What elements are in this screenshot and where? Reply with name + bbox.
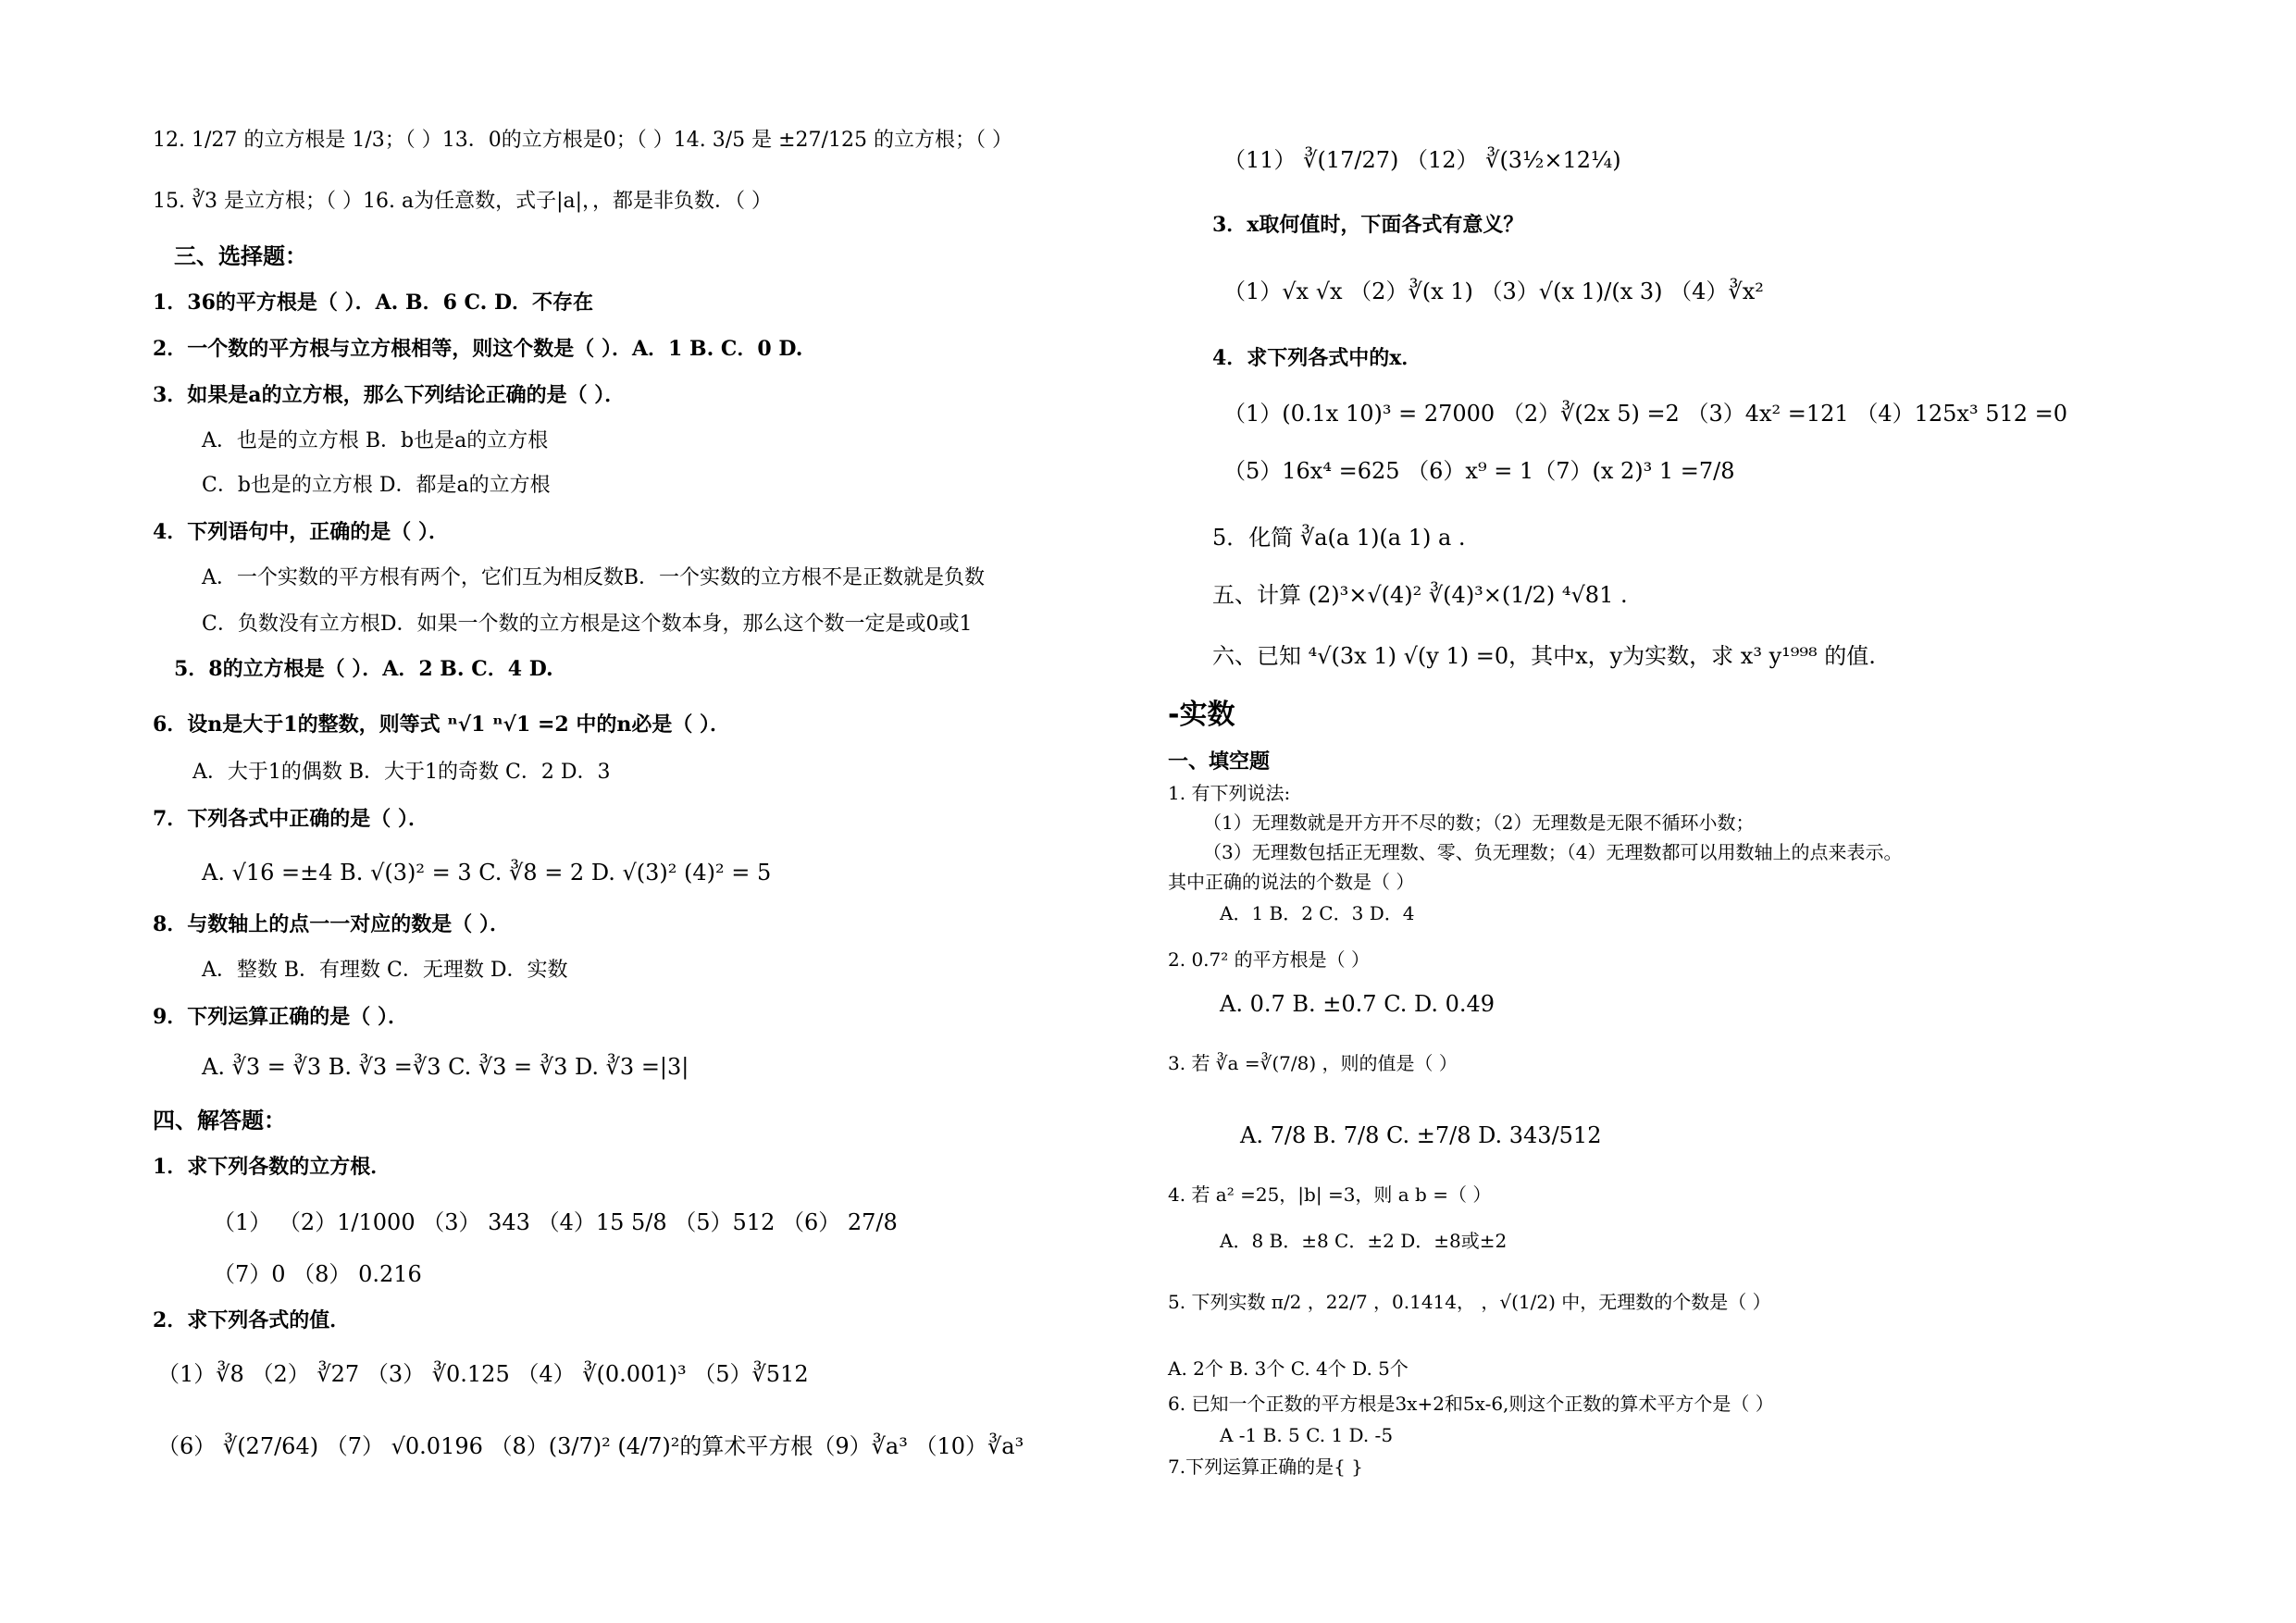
question-15-16: 15. ∛3 是立方根；（ ）16. a为任意数，式子|a|，，都是非负数．（ ） — [153, 190, 773, 213]
fill-q6: 6. 已知一个正数的平方根是3x+2和5x-6,则这个正数的算术平方个是（ ） — [1168, 1393, 1774, 1415]
fill-q3-options: A. 7/8 B. 7/8 C. ±7/8 D. 343/512 — [1240, 1122, 1602, 1148]
fill-q2-options: A. 0.7 B. ±0.7 C. D. 0.49 — [1220, 991, 1496, 1017]
fill-q5: 5. 下列实数 π/2 ，22/7 ，0.1414， ，√(1/2) 中，无理数的个数是（ ） — [1168, 1291, 1771, 1313]
fill-q1: 1. 有下列说法: — [1168, 782, 1291, 804]
question-compute: 五、计算 (2)³×√(4)² ∛(4)³×(1/2) ⁴√81 . — [1212, 582, 1628, 608]
question-3-meaning: 3．x取何值时，下面各式有意义？ — [1212, 213, 1524, 237]
fill-q1-statements-b: （3）无理数包括正无理数、零、负无理数；（4）无理数都可以用数轴上的点来表示。 — [1203, 841, 1903, 863]
choice-q9-options: A. ∛3 = ∛3 B. ∛3 =∛3 C. ∛3 = ∛3 D. ∛3 =|3| — [202, 1054, 689, 1080]
answer-q2-items-a: （1）∛8 （2） ∛27 （3） ∛0.125 （4） ∛(0.001)³ （5）∛512 — [157, 1361, 809, 1387]
choice-q3-options-a: A．也是的立方根 B．b也是a的立方根 — [202, 429, 549, 452]
choice-q7: 7．下列各式中正确的是（ ）． — [153, 807, 428, 831]
question-4-items-a: （1）(0.1x 10)³ = 27000 （2）∛(2x 5) =2 （3）4x² =121 （4）125x³ 512 =0 — [1223, 401, 2068, 427]
choice-q5: 5．8的立方根是（ ）．A．2 B. C．4 D. — [174, 657, 553, 681]
question-12-14: 12. 1/27 的立方根是 1/3；（ ）13．0的立方根是0；（ ）14. 3/5 是 ±27/125 的立方根；（ ） — [153, 129, 1012, 152]
fill-q3: 3. 若 ∛a =∛(7/8) ，则的值是（ ） — [1168, 1052, 1458, 1074]
fill-q1-options: A．1 B．2 C．3 D．4 — [1220, 902, 1415, 924]
fill-q2: 2. 0.7² 的平方根是（ ） — [1168, 948, 1370, 971]
question-4-solve: 4．求下列各式中的x． — [1212, 346, 1422, 370]
choice-q1: 1．36的平方根是（ ）．A. B．6 C. D．不存在 — [153, 291, 594, 315]
choice-q4-options-a: A．一个实数的平方根有两个，它们互为相反数B．一个实数的立方根不是正数就是负数 — [202, 566, 986, 589]
fill-q7: 7.下列运算正确的是{ } — [1168, 1456, 1363, 1478]
section-title-real-numbers: -实数 — [1168, 699, 1235, 731]
choice-q9: 9．下列运算正确的是（ ）． — [153, 1005, 408, 1029]
choice-q3: 3．如果是a的立方根，那么下列结论正确的是（ ）． — [153, 383, 626, 407]
fill-q1-prompt: 其中正确的说法的个数是（ ） — [1168, 871, 1415, 893]
choice-q4: 4．下列语句中，正确的是（ ）． — [153, 520, 449, 544]
fill-q1-statements-a: （1）无理数就是开方开不尽的数；（2）无理数是无限不循环小数； — [1203, 812, 1755, 834]
choice-q8-options: A．整数 B．有理数 C．无理数 D．实数 — [202, 959, 568, 982]
fill-q6-options: A -1 B. 5 C. 1 D. -5 — [1220, 1424, 1394, 1446]
section-4-heading: 四、解答题： — [153, 1107, 286, 1134]
question-3-items: （1）√x √x （2）∛(x 1) （3）√(x 1)/(x 3) （4）∛x² — [1223, 279, 1764, 304]
question-5-simplify: 5．化简 ∛a(a 1)(a 1) a . — [1212, 525, 1466, 551]
answer-q1-items-a: （1） （2）1/1000 （3） 343 （4）15 5/8 （5）512 （6） 27/8 — [213, 1209, 898, 1235]
fill-q4: 4. 若 a² =25，|b| =3，则 a b =（ ） — [1168, 1183, 1492, 1206]
choice-q4-options-b: C．负数没有立方根D．如果一个数的立方根是这个数本身，那么这个数一定是或0或1 — [202, 613, 973, 636]
fill-heading: 一、填空题 — [1168, 750, 1271, 774]
answer-q1: 1．求下列各数的立方根． — [153, 1155, 391, 1179]
choice-q7-options: A. √16 =±4 B. √(3)² = 3 C. ∛8 = 2 D. √(3)² (4)² = 5 — [202, 860, 772, 886]
question-4-items-b: （5）16x⁴ =625 （6）x⁹ = 1（7）(x 2)³ 1 =7/8 — [1223, 458, 1735, 484]
choice-q8: 8．与数轴上的点一一对应的数是（ ）． — [153, 912, 510, 936]
choice-q2: 2．一个数的平方根与立方根相等，则这个数是（ ）．A．1 B. C．0 D. — [153, 337, 803, 361]
section-3-heading: 三、选择题： — [174, 242, 307, 269]
choice-q6: 6．设n是大于1的整数，则等式 ⁿ√1 ⁿ√1 =2 中的n必是（ ）． — [153, 712, 731, 737]
answer-q1-items-b: （7）0 （8） 0.216 — [213, 1261, 422, 1287]
choice-q6-options: A．大于1的偶数 B．大于1的奇数 C．2 D．3 — [192, 761, 611, 784]
answer-q2-items-b: （6） ∛(27/64) （7） √0.0196 （8）(3/7)² (4/7)²的算术平方根（9）∛a³ （10）∛a³ — [157, 1433, 1024, 1459]
fill-q4-options: A．8 B．±8 C．±2 D．±8或±2 — [1220, 1230, 1508, 1252]
choice-q3-options-b: C．b也是的立方根 D．都是a的立方根 — [202, 474, 551, 497]
fill-q5-options: A. 2个 B. 3个 C. 4个 D. 5个 — [1168, 1357, 1409, 1380]
item-11-12: （11） ∛(17/27) （12） ∛(3½×12¼) — [1223, 147, 1621, 173]
answer-q2: 2．求下列各式的值． — [153, 1308, 351, 1332]
question-known: 六、已知 ⁴√(3x 1) √(y 1) =0，其中x，y为实数，求 x³ y¹⁹⁹⁸ 的值. — [1212, 643, 1876, 669]
